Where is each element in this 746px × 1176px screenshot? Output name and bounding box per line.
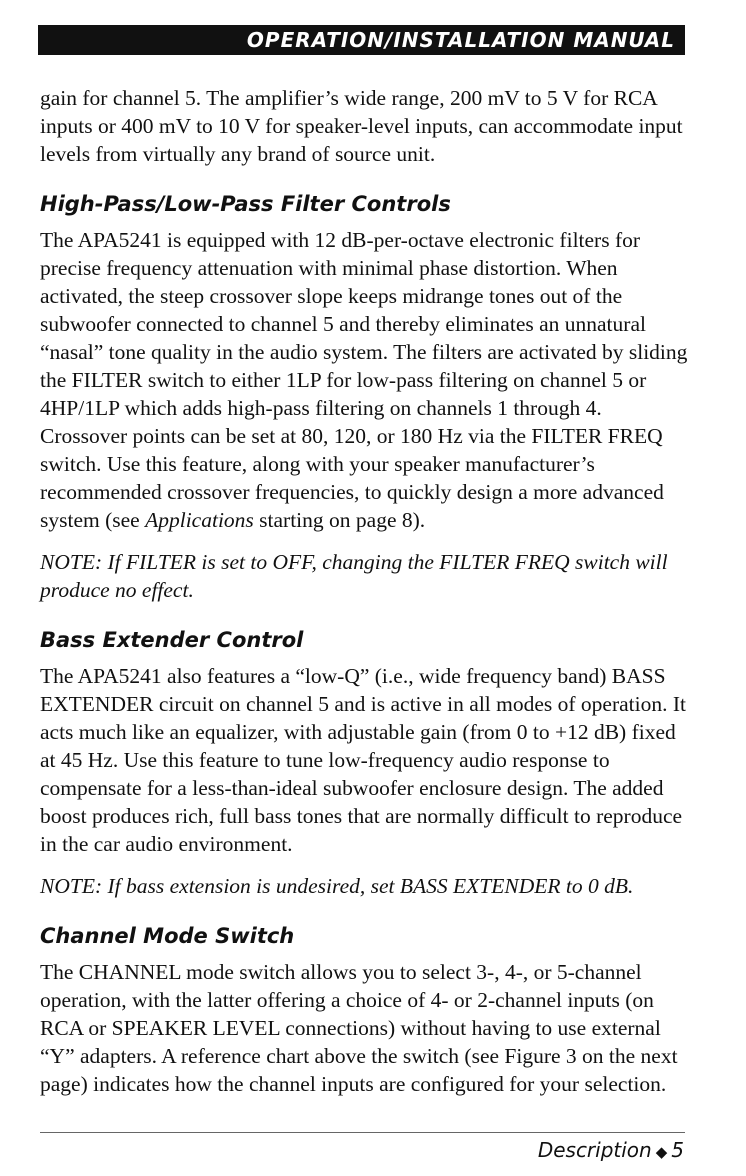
footer-divider <box>40 1132 685 1133</box>
running-header <box>38 25 685 55</box>
bass-paragraph: The APA5241 also features a “low-Q” (i.e., wide frequency band) BASS EXTENDER circuit on channel 5 and is active in all modes of operation. It acts much like an equalizer, with adjustable gain (from 0 to +12 dB) fixed at 45 Hz. Use this feature to tune low-frequency audio response to compensate for a less-than-ideal subwoofer enclosure design. The added boost produces rich, full bass tones that are normally difficult to reproduce in the car audio environment. <box>40 664 687 856</box>
bass-heading: Bass Extender Control <box>40 628 304 652</box>
filters-paragraph-start: The APA5241 is equipped with 12 dB-per-octave electronic filters for precise frequency attenuation with minimal phase distortion. When activated, the steep crossover slope keeps midrange tones out of the subwoofer connected to channel 5 and thereby eliminates an unnatural “nasal” tone quality in the audio system. The filters are activated by sliding the FILTER switch to either 1LP for low-pass filtering on channel 5 or 4HP/1LP which adds high-pass filtering on channels 1 through 4. Crossover points can be set at 80, 120, or 180 Hz via the FILTER FREQ switch. Use this feature, along with your speaker manufacturer’s recommended crossover frequencies, to quickly design a more advanced system (see <box>40 228 688 532</box>
bass-note: NOTE: If bass extension is undesired, set BASS EXTENDER to 0 dB. <box>40 874 634 898</box>
intro-paragraph: gain for channel 5. The amplifier’s wide range, 200 mV to 5 V for RCA inputs or 400 mV to 10 V for speaker-level inputs, can accommodate input levels from virtually any brand of source unit. <box>40 86 683 166</box>
page-content <box>40 84 690 1098</box>
channel-paragraph: The CHANNEL mode switch allows you to select 3-, 4-, or 5-channel operation, with the latter offering a choice of 4- or 2-channel inputs (on RCA or SPEAKER LEVEL connections) without having to use external “Y” adapters. A reference chart above the switch (see Figure 3 on the next page) indicates how the channel inputs are configured for your selection. <box>40 960 678 1096</box>
filters-paragraph <box>40 226 690 534</box>
channel-heading: Channel Mode Switch <box>40 924 295 948</box>
page-footer <box>538 1138 684 1162</box>
filters-note: NOTE: If FILTER is set to OFF, changing the FILTER FREQ switch will produce no effect. <box>40 550 668 602</box>
footer-section: Description <box>537 1138 652 1162</box>
filters-heading: High-Pass/Low-Pass Filter Controls <box>40 192 451 216</box>
filters-paragraph-end: starting on page 8). <box>253 508 426 532</box>
manual-title: OPERATION/INSTALLATION MANUAL <box>246 28 675 52</box>
page-number: 5 <box>671 1138 684 1162</box>
applications-reference: Applications <box>145 508 254 532</box>
diamond-icon: ◆ <box>655 1143 668 1161</box>
